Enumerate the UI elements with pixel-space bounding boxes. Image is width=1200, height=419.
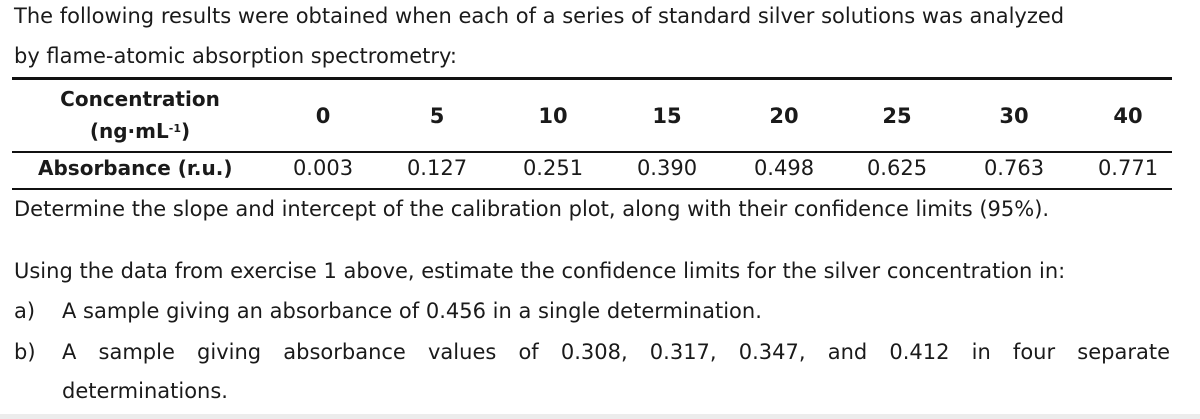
table-top-rule — [12, 77, 1172, 80]
bottom-edge — [0, 414, 1200, 419]
concentration-value: 20 — [769, 104, 799, 128]
intro-line-2: by flame-atomic absorption spectrometry: — [14, 44, 458, 68]
concentration-unit: $(ng\cdot mL^{-1})$ — [89, 119, 191, 143]
concentration-value: 15 — [652, 104, 682, 128]
item-b-text-line-1: A sample giving absorbance values of 0.308, 0.317, 0.347, and 0.412 in four separate — [62, 340, 1170, 364]
absorbance-value: 0.498 — [753, 156, 815, 180]
concentration-value: 40 — [1113, 104, 1143, 128]
absorbance-value: 0.127 — [406, 156, 468, 180]
concentration-value: 10 — [538, 104, 568, 128]
concentration-value: 30 — [999, 104, 1029, 128]
question-2-intro: Using the data from exercise 1 above, estimate the confidence limits for the silver concentration in: — [14, 259, 1066, 283]
item-b-marker: b) — [14, 340, 36, 364]
absorbance-value: 0.771 — [1097, 156, 1159, 180]
intro-line-1: The following results were obtained when each of a series of standard silver solutions was analyzed — [14, 4, 1065, 28]
table-middle-rule — [12, 151, 1172, 153]
absorbance-value: 0.763 — [983, 156, 1045, 180]
item-b-text-line-2: determinations. — [62, 379, 228, 403]
absorbance-value: 0.251 — [522, 156, 584, 180]
concentration-value: 25 — [882, 104, 912, 128]
question-1: Determine the slope and intercept of the calibration plot, along with their confidence limits (95%). — [14, 197, 1050, 221]
table-bottom-rule — [12, 188, 1172, 190]
item-a-marker: a) — [14, 299, 36, 323]
concentration-value: 0 — [315, 104, 331, 128]
absorbance-value: 0.003 — [292, 156, 354, 180]
concentration-label: Concentration — [60, 87, 220, 111]
absorbance-label: Absorbance (r.u.) — [38, 156, 233, 180]
absorbance-value: 0.625 — [866, 156, 928, 180]
absorbance-value: 0.390 — [636, 156, 698, 180]
concentration-header — [55, 87, 225, 143]
concentration-value: 5 — [429, 104, 445, 128]
item-a-text: A sample giving an absorbance of 0.456 in a single determination. — [62, 299, 762, 323]
